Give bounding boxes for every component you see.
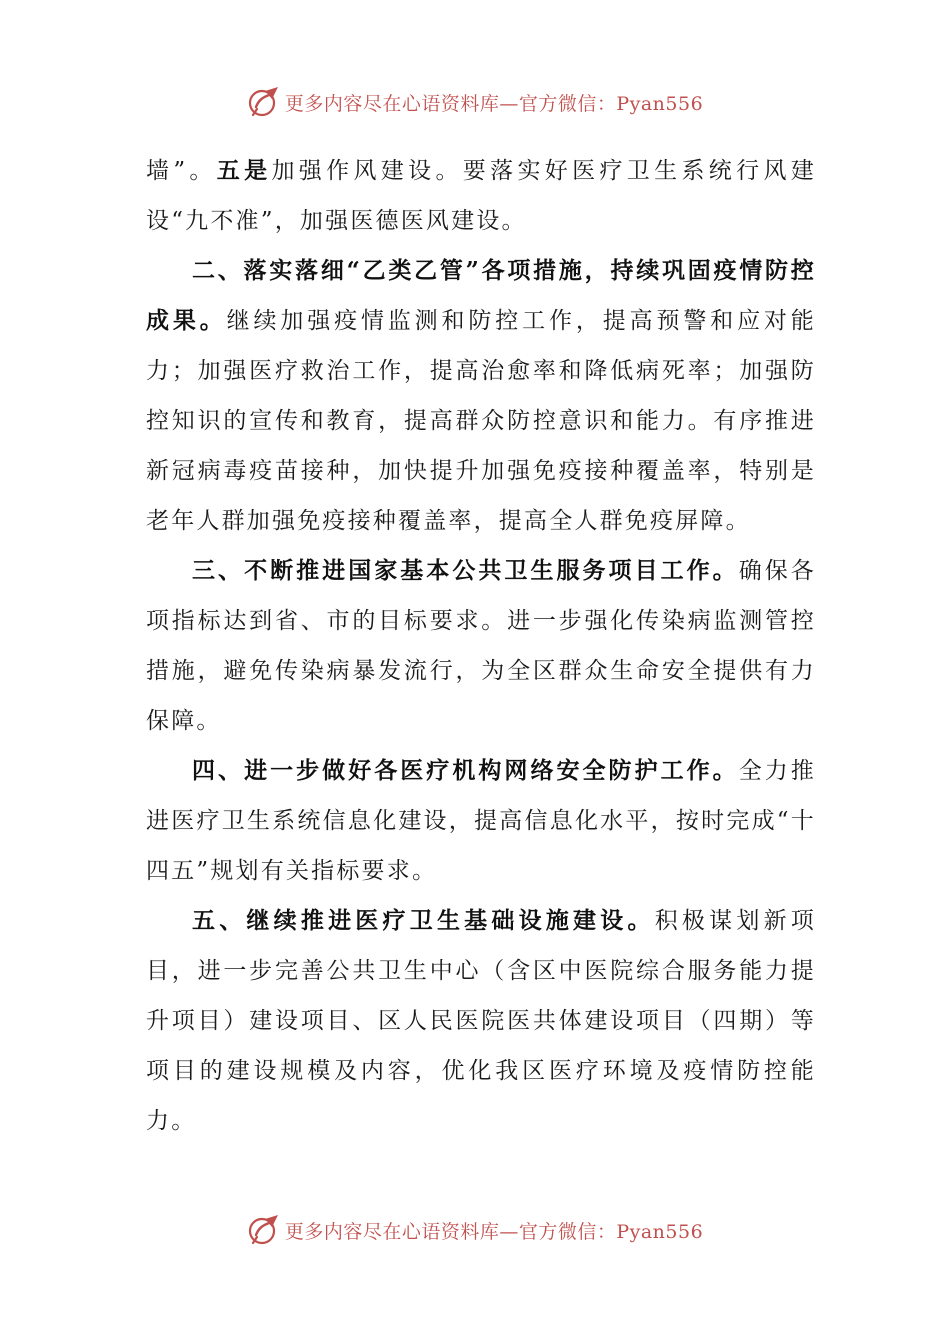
footer-banner-text: 更多内容尽在心语资料库—官方微信：Pyan556 <box>284 1220 704 1243</box>
section-five-paragraph <box>146 896 816 1146</box>
header-banner <box>0 82 950 122</box>
pen-logo-icon <box>247 85 281 119</box>
paragraph-prefix: 墙”。 <box>146 158 217 184</box>
section-four-paragraph <box>146 746 816 896</box>
section-three-text: 确保各项指标达到省、市的目标要求。进一步强化传染病监测管控措施，避免传染病暴发流行，为全区群众生命安全提供有力保障。 <box>146 558 816 734</box>
section-five-text: 积极谋划新项目，进一步完善公共卫生中心（含区中医院综合服务能力提升项目）建设项目、区人民医院医共体建设项目（四期）等项目的建设规模及内容，优化我区医疗环境及疫情防控能力。 <box>146 908 816 1134</box>
section-four-text: 全力推进医疗卫生系统信息化建设，提高信息化水平，按时完成“十四五”规划有关指标要求。 <box>146 758 816 884</box>
section-four-heading: 四、进一步做好各医疗机构网络安全防护工作。 <box>192 757 739 784</box>
section-two-paragraph <box>146 246 816 546</box>
paragraph-continuation <box>146 146 816 246</box>
section-three-heading: 三、不断推进国家基本公共卫生服务项目工作。 <box>192 557 739 584</box>
paragraph-text: 加强作风建设。要落实好医疗卫生系统行风建设“九不准”，加强医德医风建设。 <box>146 158 816 234</box>
paragraph-inline-heading: 五是 <box>216 157 272 184</box>
section-three-paragraph <box>146 546 816 746</box>
section-two-text: 继续加强疫情监测和防控工作，提高预警和应对能力；加强医疗救治工作，提高治愈率和降低病死率；加强防控知识的宣传和教育，提高群众防控意识和能力。有序推进新冠病毒疫苗接种，加快提升加强免疫接种覆盖率，特别是老年人群加强免疫接种覆盖率，提高全人群免疫屏障。 <box>146 308 816 534</box>
section-two-heading: 二、落实落细“乙类乙管”各项措施，持续巩固疫情防控成果。 <box>146 257 816 334</box>
footer-banner <box>0 1210 950 1250</box>
pen-logo-icon <box>247 1213 281 1247</box>
document-body <box>146 146 816 1146</box>
section-five-heading: 五、继续推进医疗卫生基础设施建设。 <box>192 907 655 934</box>
header-banner-text: 更多内容尽在心语资料库—官方微信：Pyan556 <box>284 92 704 115</box>
